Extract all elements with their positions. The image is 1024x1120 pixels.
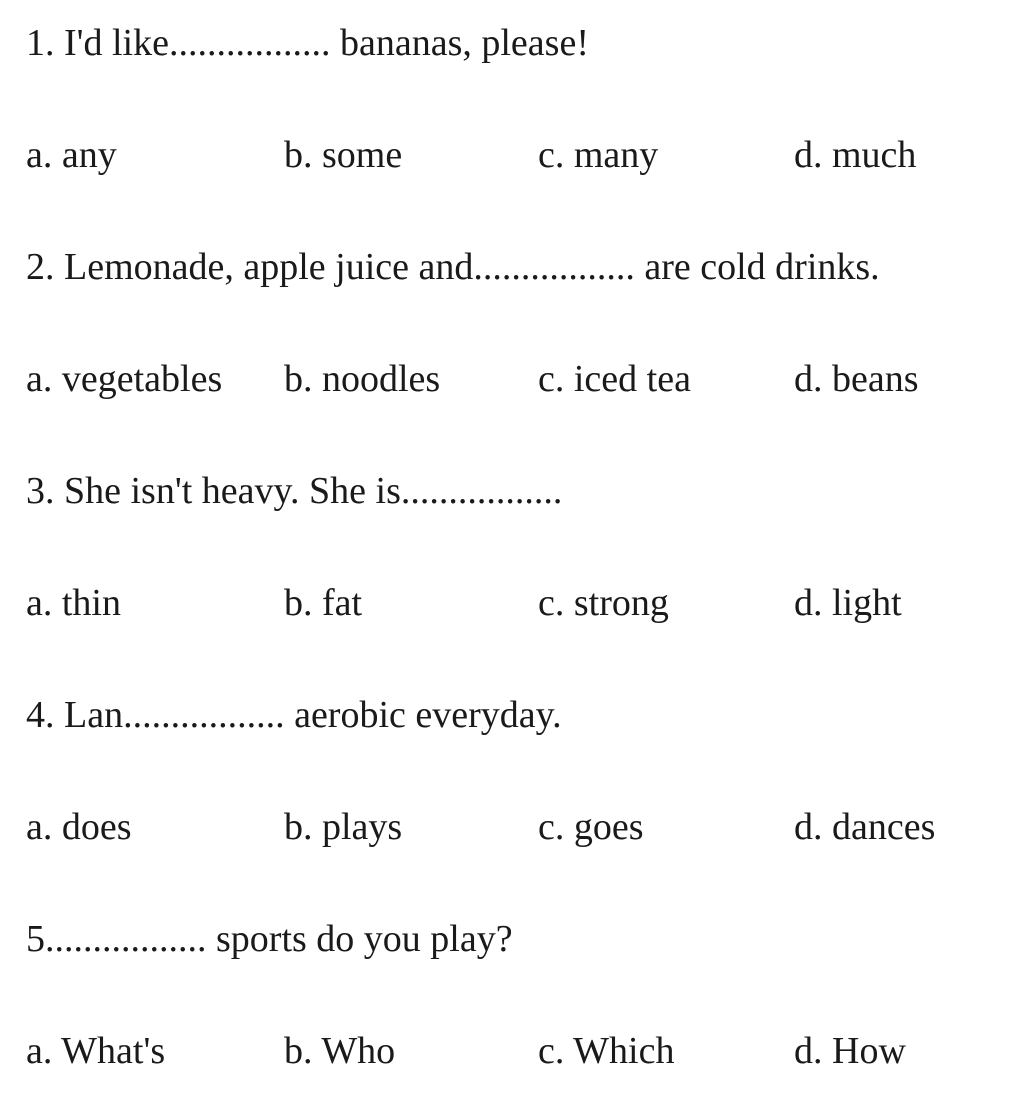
option-3d: d. light xyxy=(794,582,902,624)
option-4c: c. goes xyxy=(538,806,644,848)
option-5a: a. What's xyxy=(26,1030,166,1072)
option-2b: b. noodles xyxy=(284,358,441,400)
option-4d: d. dances xyxy=(794,806,936,848)
option-5c: c. Which xyxy=(538,1030,675,1072)
option-1c: c. many xyxy=(538,134,659,176)
option-3b: b. fat xyxy=(284,582,363,624)
question-2: 2. Lemonade, apple juice and................. are cold drinks. xyxy=(26,246,880,288)
option-5d: d. How xyxy=(794,1030,906,1072)
question-3: 3. She isn't heavy. She is................. xyxy=(26,470,563,512)
question-4: 4. Lan................. aerobic everyday. xyxy=(26,694,562,736)
option-1d: d. much xyxy=(794,134,917,176)
option-1a: a. any xyxy=(26,134,117,176)
option-2a: a. vegetables xyxy=(26,358,223,400)
option-2d: d. beans xyxy=(794,358,919,400)
option-3c: c. strong xyxy=(538,582,669,624)
question-5: 5................. sports do you play? xyxy=(26,918,513,960)
option-3a: a. thin xyxy=(26,582,121,624)
option-2c: c. iced tea xyxy=(538,358,691,400)
option-5b: b. Who xyxy=(284,1030,396,1072)
option-4a: a. does xyxy=(26,806,132,848)
question-1: 1. I'd like................. bananas, please! xyxy=(26,22,589,64)
option-1b: b. some xyxy=(284,134,403,176)
option-4b: b. plays xyxy=(284,806,403,848)
